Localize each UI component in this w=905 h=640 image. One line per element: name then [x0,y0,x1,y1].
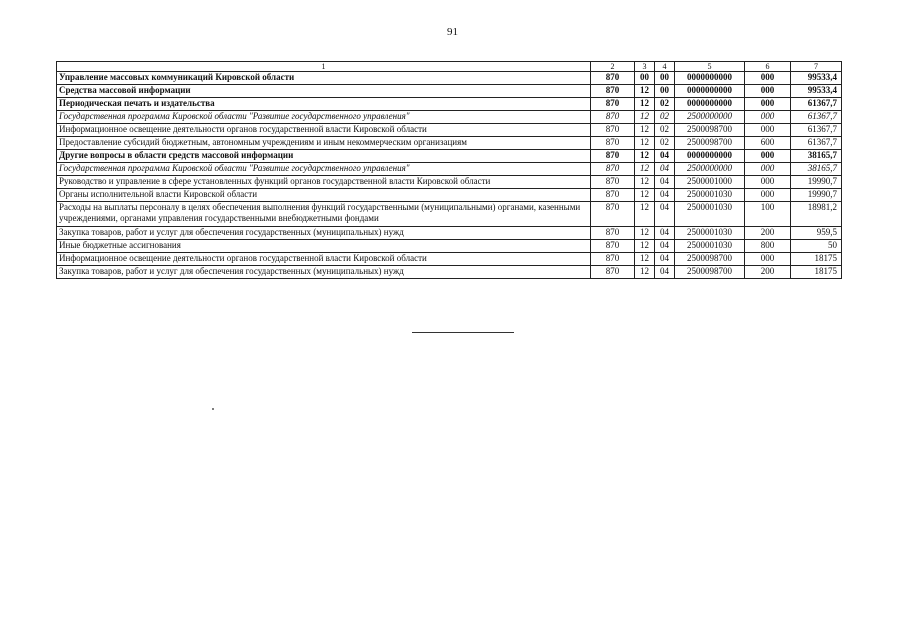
header-row [57,62,842,72]
row-code-cell: 870 [591,163,635,176]
table-row [57,266,842,279]
header-col-5: 5 [675,62,745,72]
row-code-cell: 870 [591,266,635,279]
row-amount-cell: 18981,2 [791,202,842,227]
row-target-cell: 0000000000 [675,98,745,111]
row-section-cell: 12 [635,227,655,240]
row-code-cell: 870 [591,111,635,124]
row-type-cell: 000 [745,111,791,124]
separator-line [412,332,514,333]
row-amount-cell: 99533,4 [791,72,842,85]
row-name-cell: Руководство и управление в сфере установленных функций органов государственной власти Кировской области [57,176,591,189]
row-target-cell: 0000000000 [675,85,745,98]
row-type-cell: 000 [745,85,791,98]
row-subsection-cell: 04 [655,163,675,176]
row-amount-cell: 959,5 [791,227,842,240]
row-amount-cell: 19990,7 [791,189,842,202]
table-row [57,124,842,137]
header-col-4: 4 [655,62,675,72]
scan-speck [212,408,214,410]
row-target-cell: 2500001030 [675,189,745,202]
budget-table [56,61,842,279]
header-col-6: 6 [745,62,791,72]
header-col-2: 2 [591,62,635,72]
header-col-7: 7 [791,62,842,72]
table-row [57,227,842,240]
row-code-cell: 870 [591,137,635,150]
row-name-cell: Средства массовой информации [57,85,591,98]
row-amount-cell: 18175 [791,266,842,279]
row-target-cell: 2500001000 [675,176,745,189]
table-row [57,189,842,202]
row-amount-cell: 18175 [791,253,842,266]
row-type-cell: 000 [745,98,791,111]
table-row [57,111,842,124]
row-section-cell: 12 [635,163,655,176]
row-section-cell: 12 [635,266,655,279]
row-name-cell: Закупка товаров, работ и услуг для обеспечения государственных (муниципальных) нужд [57,227,591,240]
row-name-cell: Государственная программа Кировской области "Развитие государственного управления" [57,111,591,124]
row-target-cell: 2500000000 [675,111,745,124]
row-type-cell: 200 [745,266,791,279]
row-code-cell: 870 [591,98,635,111]
row-amount-cell: 50 [791,240,842,253]
row-subsection-cell: 04 [655,253,675,266]
row-section-cell: 12 [635,150,655,163]
table-row [57,137,842,150]
row-type-cell: 200 [745,227,791,240]
row-name-cell: Предоставление субсидий бюджетным, автономным учреждениям и иным некоммерческим организациям [57,137,591,150]
table-row [57,176,842,189]
row-amount-cell: 38165,7 [791,150,842,163]
row-section-cell: 12 [635,124,655,137]
row-subsection-cell: 02 [655,111,675,124]
row-name-cell: Информационное освещение деятельности органов государственной власти Кировской области [57,253,591,266]
row-subsection-cell: 04 [655,189,675,202]
row-subsection-cell: 02 [655,124,675,137]
row-target-cell: 2500001030 [675,240,745,253]
row-code-cell: 870 [591,176,635,189]
header-col-1: 1 [57,62,591,72]
row-section-cell: 00 [635,72,655,85]
row-name-cell: Иные бюджетные ассигнования [57,240,591,253]
row-amount-cell: 61367,7 [791,111,842,124]
row-type-cell: 000 [745,253,791,266]
row-amount-cell: 19990,7 [791,176,842,189]
row-type-cell: 000 [745,176,791,189]
row-type-cell: 600 [745,137,791,150]
row-section-cell: 12 [635,98,655,111]
row-subsection-cell: 04 [655,227,675,240]
row-name-cell: Государственная программа Кировской области "Развитие государственного управления" [57,163,591,176]
row-amount-cell: 61367,7 [791,124,842,137]
row-subsection-cell: 04 [655,240,675,253]
row-subsection-cell: 04 [655,266,675,279]
row-type-cell: 000 [745,150,791,163]
table-row [57,150,842,163]
table-body [57,72,842,279]
table-row [57,240,842,253]
table-row [57,202,842,227]
row-section-cell: 12 [635,253,655,266]
row-type-cell: 000 [745,189,791,202]
row-amount-cell: 61367,7 [791,137,842,150]
row-target-cell: 2500001030 [675,227,745,240]
row-subsection-cell: 02 [655,98,675,111]
row-name-cell: Расходы на выплаты персоналу в целях обеспечения выполнения функций государственными (муниципальными) органами, казенными учреждениями, органами управления государственными внебюджетными фондами [57,202,591,227]
table-row [57,72,842,85]
row-target-cell: 2500001030 [675,202,745,227]
table-row [57,163,842,176]
row-section-cell: 12 [635,137,655,150]
row-code-cell: 870 [591,150,635,163]
row-amount-cell: 99533,4 [791,85,842,98]
header-col-3: 3 [635,62,655,72]
row-amount-cell: 38165,7 [791,163,842,176]
row-type-cell: 800 [745,240,791,253]
row-type-cell: 100 [745,202,791,227]
row-type-cell: 000 [745,72,791,85]
row-code-cell: 870 [591,253,635,266]
row-code-cell: 870 [591,124,635,137]
row-target-cell: 0000000000 [675,72,745,85]
row-subsection-cell: 04 [655,176,675,189]
row-section-cell: 12 [635,85,655,98]
row-subsection-cell: 02 [655,137,675,150]
row-section-cell: 12 [635,176,655,189]
row-name-cell: Информационное освещение деятельности органов государственной власти Кировской области [57,124,591,137]
row-target-cell: 2500098700 [675,124,745,137]
table-row [57,253,842,266]
row-name-cell: Периодическая печать и издательства [57,98,591,111]
row-type-cell: 000 [745,124,791,137]
row-section-cell: 12 [635,202,655,227]
row-name-cell: Другие вопросы в области средств массовой информации [57,150,591,163]
row-section-cell: 12 [635,240,655,253]
row-code-cell: 870 [591,240,635,253]
row-target-cell: 2500000000 [675,163,745,176]
row-code-cell: 870 [591,202,635,227]
row-target-cell: 2500098700 [675,137,745,150]
table-row [57,85,842,98]
row-name-cell: Управление массовых коммуникаций Кировской области [57,72,591,85]
row-section-cell: 12 [635,189,655,202]
row-target-cell: 2500098700 [675,253,745,266]
row-code-cell: 870 [591,189,635,202]
row-target-cell: 2500098700 [675,266,745,279]
row-type-cell: 000 [745,163,791,176]
row-code-cell: 870 [591,85,635,98]
row-code-cell: 870 [591,72,635,85]
page-number: 91 [447,26,458,38]
row-subsection-cell: 00 [655,85,675,98]
row-subsection-cell: 04 [655,150,675,163]
row-section-cell: 12 [635,111,655,124]
row-target-cell: 0000000000 [675,150,745,163]
row-name-cell: Органы исполнительной власти Кировской области [57,189,591,202]
row-name-cell: Закупка товаров, работ и услуг для обеспечения государственных (муниципальных) нужд [57,266,591,279]
row-amount-cell: 61367,7 [791,98,842,111]
table-row [57,98,842,111]
row-subsection-cell: 00 [655,72,675,85]
row-code-cell: 870 [591,227,635,240]
row-subsection-cell: 04 [655,202,675,227]
